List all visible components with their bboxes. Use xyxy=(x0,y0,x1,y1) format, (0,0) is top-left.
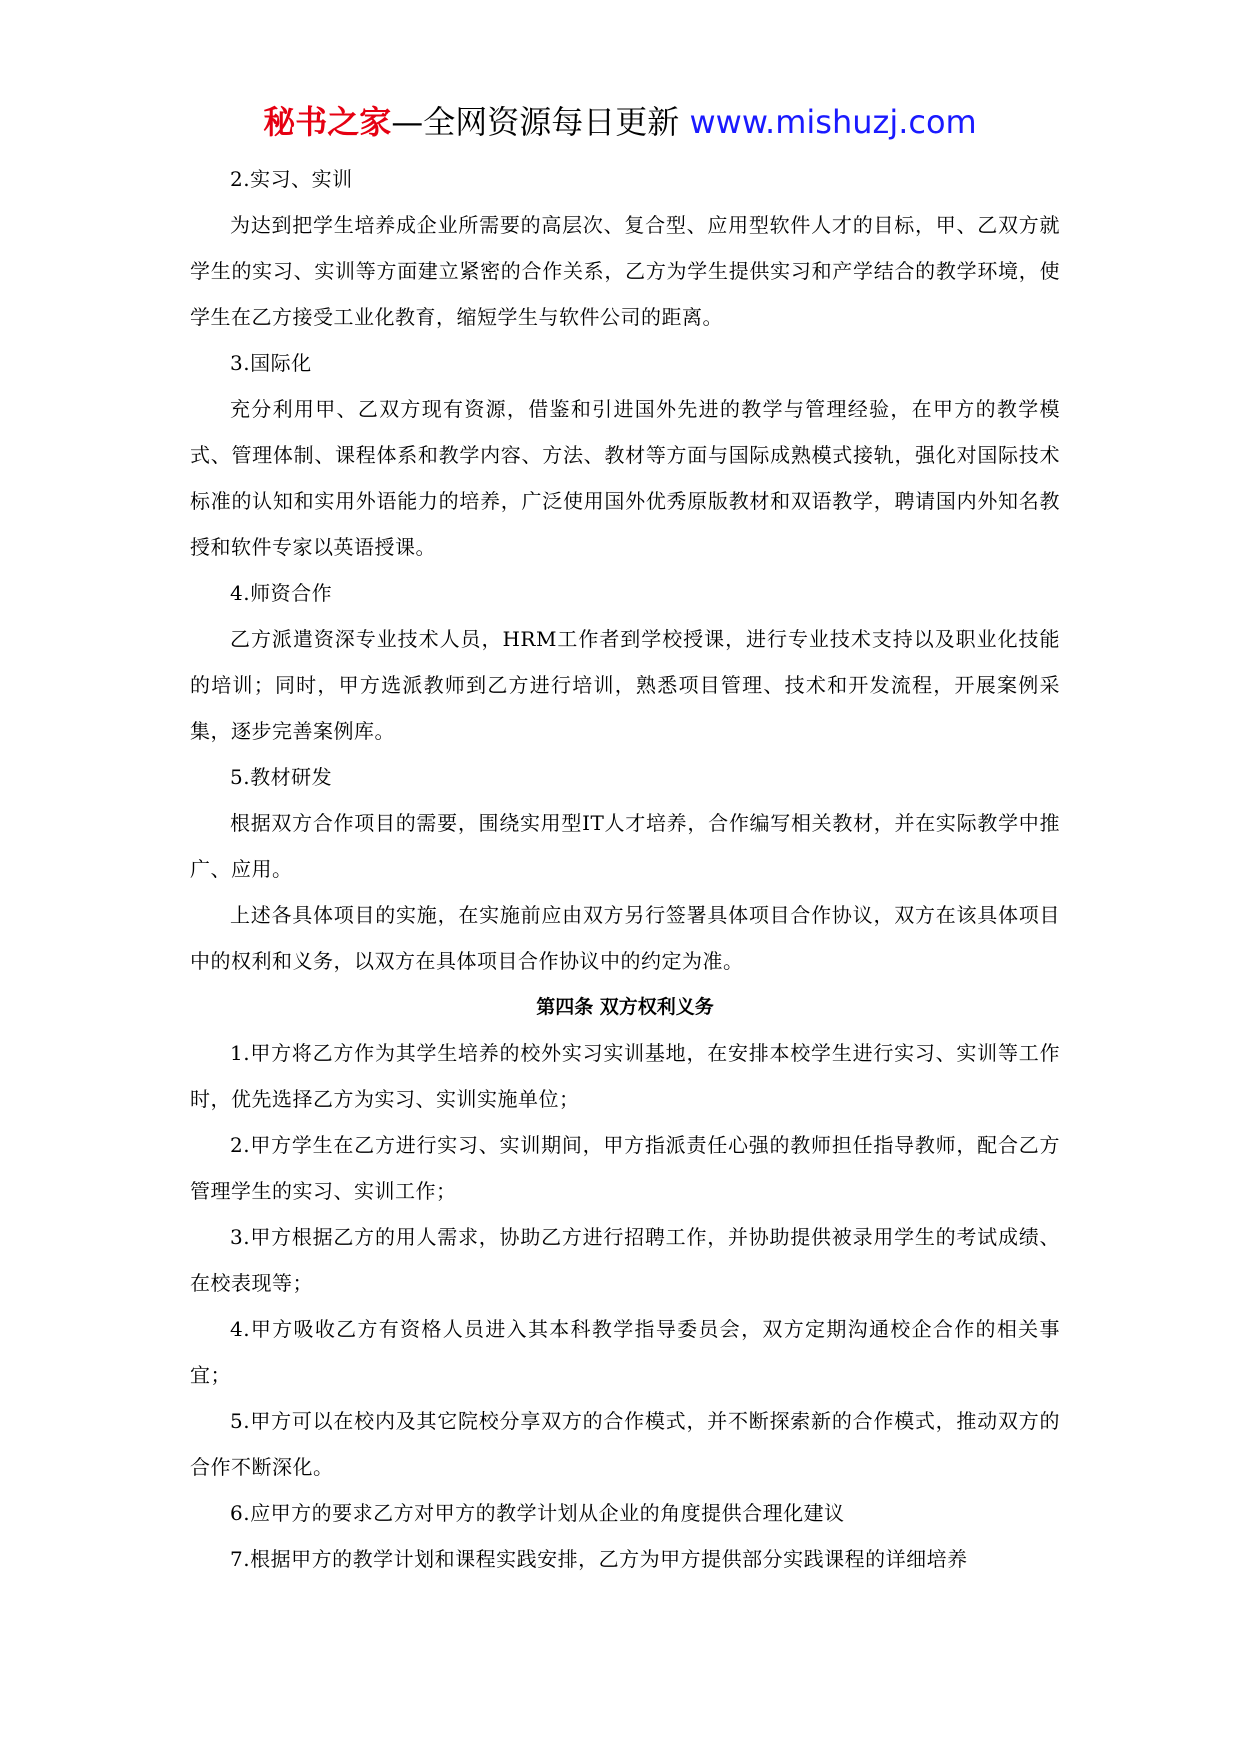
document-body xyxy=(190,156,1060,1582)
paragraph-textbook: 根据双方合作项目的需要，围绕实用型IT人才培养，合作编写相关教材，并在实际教学中推广、应用。 xyxy=(190,811,1060,881)
banner-brand: 秘书之家 xyxy=(263,103,392,141)
paragraph-internationalization: 充分利用甲、乙双方现有资源，借鉴和引进国外先进的教学与管理经验，在甲方的教学模式、管理体制、课程体系和教学内容、方法、教材等方面与国际成熟模式接轨，强化对国际技术标准的认知和实用外语能力的培养，广泛使用国外优秀原版教材和双语教学，聘请国内外知名教授和软件专家以英语授课。 xyxy=(190,397,1060,559)
clause-1: 1.甲方将乙方作为其学生培养的校外实习实训基地，在安排本校学生进行实习、实训等工作时，优先选择乙方为实习、实训实施单位； xyxy=(190,1041,1060,1111)
paragraph-faculty: 乙方派遣资深专业技术人员，HRM工作者到学校授课，进行专业技术支持以及职业化技能的培训；同时，甲方选派教师到乙方进行培训，熟悉项目管理、技术和开发流程，开展案例采集，逐步完善案例库。 xyxy=(190,627,1060,743)
item-heading-textbook: 5.教材研发 xyxy=(230,765,333,789)
clause-6: 6.应甲方的要求乙方对甲方的教学计划从企业的角度提供合理化建议 xyxy=(230,1501,845,1525)
paragraph-internship: 为达到把学生培养成企业所需要的高层次、复合型、应用型软件人才的目标，甲、乙双方就学生的实习、实训等方面建立紧密的合作关系，乙方为学生提供实习和产学结合的教学环境，使学生在乙方接受工业化教育，缩短学生与软件公司的距离。 xyxy=(190,213,1060,329)
clause-2: 2.甲方学生在乙方进行实习、实训期间，甲方指派责任心强的教师担任指导教师，配合乙方管理学生的实习、实训工作； xyxy=(190,1133,1060,1203)
banner-slogan: —全网资源每日更新 xyxy=(391,103,680,141)
site-banner xyxy=(0,100,1240,144)
banner-url-link[interactable]: www.mishuzj.com xyxy=(689,103,977,141)
clause-3: 3.甲方根据乙方的用人需求，协助乙方进行招聘工作，并协助提供被录用学生的考试成绩、在校表现等； xyxy=(190,1225,1060,1295)
item-heading-internationalization: 3.国际化 xyxy=(230,351,312,375)
item-heading-faculty: 4.师资合作 xyxy=(230,581,333,605)
paragraph-implementation: 上述各具体项目的实施，在实施前应由双方另行签署具体项目合作协议，双方在该具体项目中的权利和义务，以双方在具体项目合作协议中的约定为准。 xyxy=(190,903,1060,973)
clause-4: 4.甲方吸收乙方有资格人员进入其本科教学指导委员会，双方定期沟通校企合作的相关事宜； xyxy=(190,1317,1060,1387)
section-heading: 第四条 双方权利义务 xyxy=(536,996,714,1018)
clause-7: 7.根据甲方的教学计划和课程实践安排，乙方为甲方提供部分实践课程的详细培养 xyxy=(230,1547,968,1571)
item-heading-internship: 2.实习、实训 xyxy=(230,167,353,191)
clause-5: 5.甲方可以在校内及其它院校分享双方的合作模式，并不断探索新的合作模式，推动双方的合作不断深化。 xyxy=(190,1409,1060,1479)
